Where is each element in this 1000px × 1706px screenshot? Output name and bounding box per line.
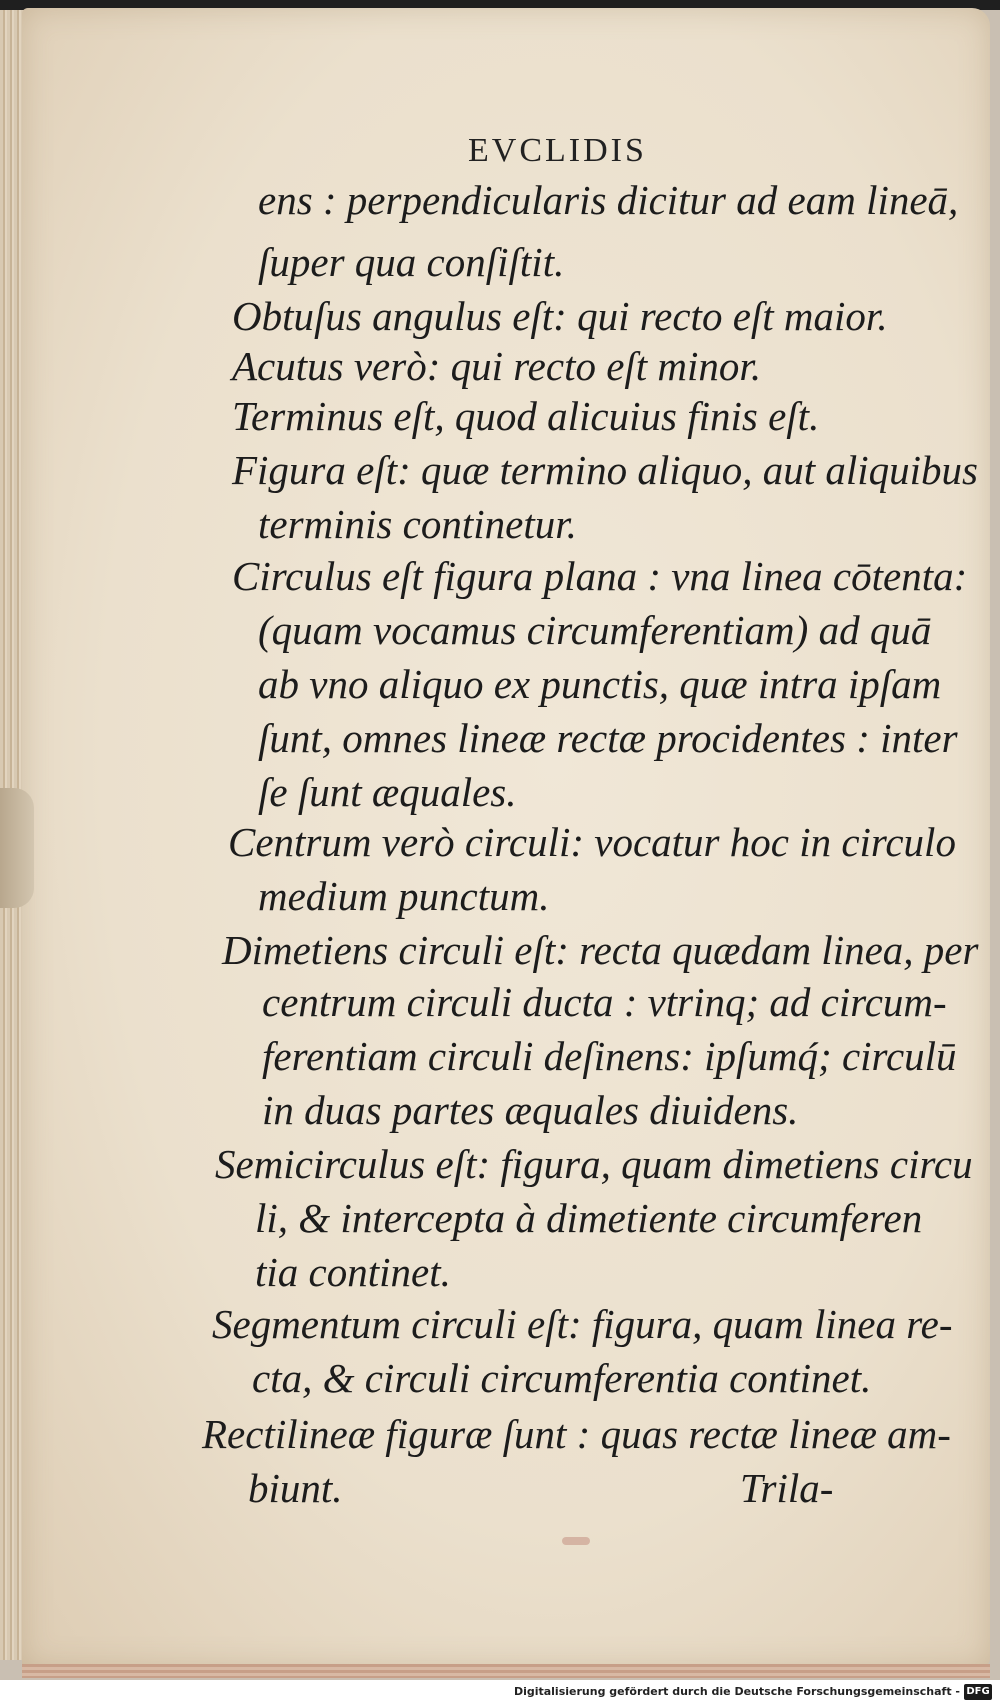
- text-line: in duas partes æquales diuidens.: [262, 1087, 799, 1133]
- text-line: Semicirculus eſt: figura, quam dimetiens circu: [215, 1141, 973, 1187]
- text-line: Centrum verò circuli: vocatur hoc in circulo: [228, 819, 956, 865]
- book-clamp: [0, 788, 34, 908]
- text-line: li, & intercepta à dimetiente circumferen: [255, 1195, 923, 1241]
- text-line: ſe ſunt æquales.: [258, 769, 517, 815]
- text-line: Circulus eſt figura plana : vna linea cōtenta:: [232, 553, 968, 599]
- book-bottom-edge: [22, 1664, 990, 1678]
- text-line: Dimetiens circuli eſt: recta quædam linea, per: [222, 927, 979, 973]
- text-line: Terminus eſt, quod alicuius finis eſt.: [232, 393, 820, 439]
- running-head: EVCLIDIS: [468, 132, 647, 169]
- text-line: Acutus verò: qui recto eſt minor.: [232, 343, 762, 389]
- text-line: ſuper qua conſiſtit.: [258, 239, 565, 285]
- text-line: Figura eſt: quæ termino aliquo, aut aliquibus: [232, 447, 978, 493]
- text-line: ferentiam circuli deſinens: ipſumq́; circulū: [262, 1033, 957, 1079]
- dfg-logo: DFG: [964, 1684, 992, 1700]
- text-line: terminis continetur.: [258, 501, 577, 547]
- text-line: biunt.: [248, 1465, 343, 1511]
- catchword: Trila-: [740, 1465, 834, 1511]
- text-line: (quam vocamus circumferentiam) ad quā: [258, 607, 932, 653]
- text-line: tia continet.: [255, 1249, 451, 1295]
- text-line: Rectilineæ figuræ ſunt : quas rectæ lineæ am-: [202, 1411, 951, 1457]
- footer-bar: [0, 1680, 1000, 1706]
- ink-stain: [562, 1537, 590, 1545]
- text-line: centrum circuli ducta : vtrinq; ad circum-: [262, 979, 947, 1025]
- text-line: cta, & circuli circumferentia continet.: [252, 1355, 872, 1401]
- footer-credit: Digitalisierung gefördert durch die Deutsche Forschungsgemeinschaft -: [513, 1685, 960, 1698]
- text-line: ens : perpendicularis dicitur ad eam lineā,: [258, 177, 959, 223]
- text-line: Segmentum circuli eſt: figura, quam linea re-: [212, 1301, 953, 1347]
- text-line: ab vno aliquo ex punctis, quæ intra ipſam: [258, 661, 942, 707]
- text-line: Obtuſus angulus eſt: qui recto eſt maior.: [232, 293, 888, 339]
- text-line: medium punctum.: [258, 873, 550, 919]
- text-line: ſunt, omnes lineæ rectæ procidentes : inter: [258, 715, 958, 761]
